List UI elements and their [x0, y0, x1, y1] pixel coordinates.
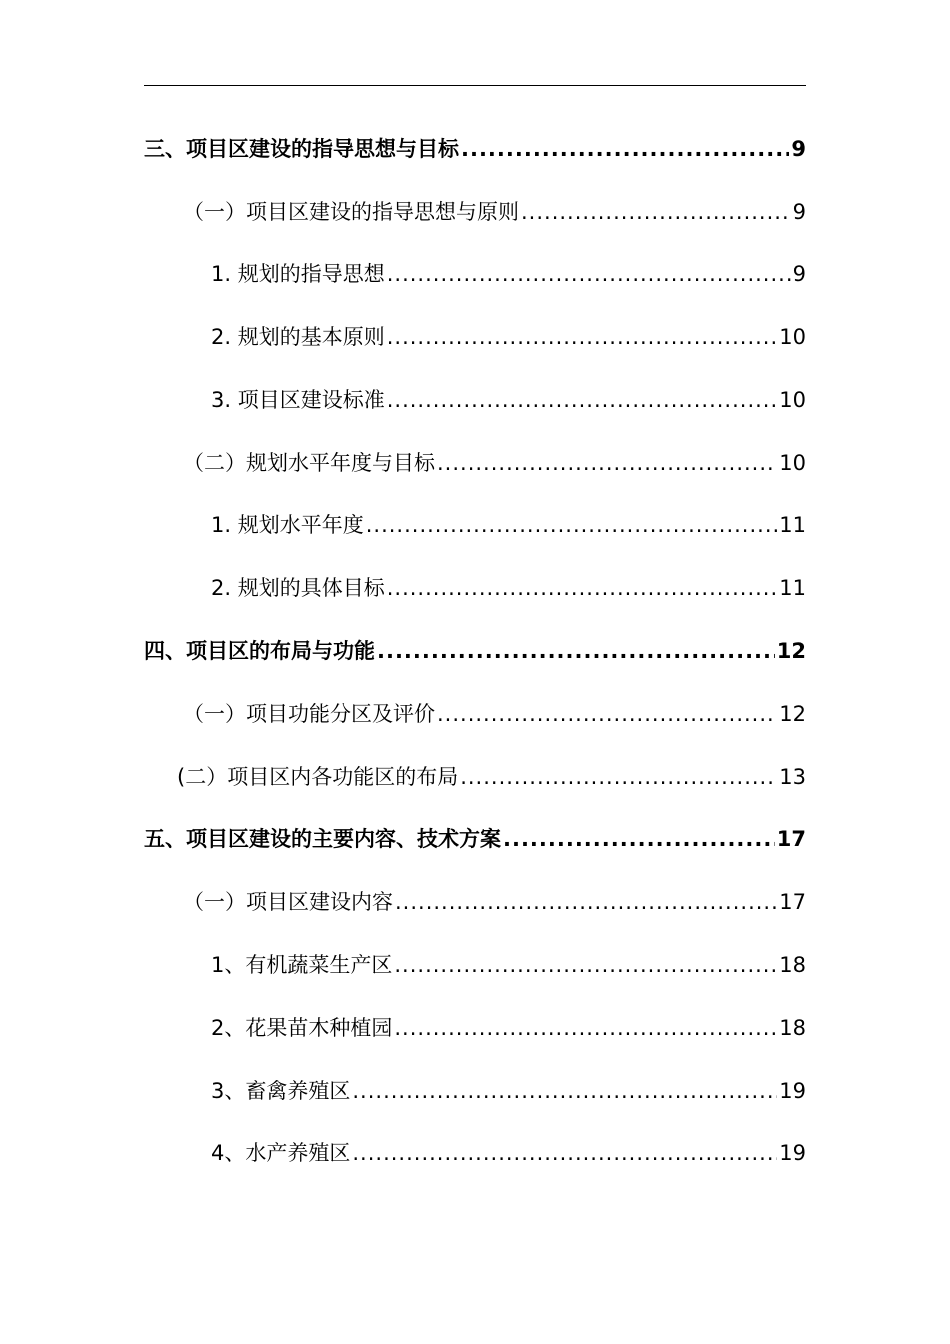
toc-dot-leader: [437, 448, 777, 478]
toc-dot-leader: [395, 887, 777, 917]
toc-entry-page: 12: [776, 639, 806, 663]
toc-entry-page: 9: [792, 262, 806, 286]
toc-dot-leader: [352, 1138, 777, 1168]
toc-entry[interactable]: [0, 259, 806, 289]
toc-entry-page: 13: [779, 765, 806, 789]
toc-entry-page: 19: [779, 1141, 806, 1165]
toc-dot-leader: [366, 510, 778, 540]
toc-entry-page: 10: [779, 325, 806, 349]
toc-dot-leader: [503, 824, 775, 854]
toc-entry-page: 17: [776, 827, 806, 851]
toc-entry-label: (二）项目区内各功能区的布局: [177, 765, 459, 789]
toc-dot-leader: [461, 134, 789, 164]
toc-entry[interactable]: [0, 762, 806, 792]
header-rule: [144, 85, 806, 86]
toc-entry-label: 五、项目区建设的主要内容、技术方案: [144, 827, 501, 851]
toc-entry-label: 3、畜禽养殖区: [211, 1079, 351, 1103]
toc-dot-leader: [387, 259, 791, 289]
toc-entry-label: 三、项目区建设的指导思想与目标: [144, 137, 459, 161]
toc-dot-leader: [387, 322, 778, 352]
toc-entry[interactable]: [0, 510, 806, 540]
toc-entry-page: 10: [779, 388, 806, 412]
toc-entry-page: 12: [779, 702, 806, 726]
toc-entry[interactable]: [0, 636, 806, 666]
toc-dot-leader: [387, 385, 778, 415]
toc-entry-page: 18: [779, 953, 806, 977]
toc-entry-page: 10: [779, 451, 806, 475]
toc-entry-label: 4、水产养殖区: [211, 1141, 351, 1165]
toc-entry[interactable]: [0, 197, 806, 227]
toc-dot-leader: [437, 699, 777, 729]
toc-dot-leader: [352, 1076, 777, 1106]
toc-entry[interactable]: [0, 1076, 806, 1106]
toc-dot-leader: [521, 197, 791, 227]
toc-dot-leader: [377, 636, 775, 666]
toc-entry[interactable]: [0, 887, 806, 917]
toc-entry[interactable]: [0, 448, 806, 478]
toc-dot-leader: [394, 950, 777, 980]
toc-dot-leader: [394, 1013, 777, 1043]
toc-entry[interactable]: [0, 1013, 806, 1043]
toc-entry[interactable]: [0, 322, 806, 352]
toc-entry-label: 2、花果苗木种植园: [211, 1016, 393, 1040]
toc-entry-label: （二）规划水平年度与目标: [183, 451, 435, 475]
toc-dot-leader: [387, 573, 778, 603]
toc-entry-label: （一）项目区建设内容: [183, 890, 393, 914]
toc-entry[interactable]: [0, 385, 806, 415]
toc-entry-page: 18: [779, 1016, 806, 1040]
toc-entry-page: 11: [779, 576, 806, 600]
toc-entry-label: 3. 项目区建设标准: [211, 388, 385, 412]
toc-entry-label: 2. 规划的具体目标: [211, 576, 385, 600]
toc-entry-page: 11: [779, 513, 806, 537]
toc-entry-label: 2. 规划的基本原则: [211, 325, 385, 349]
toc-entry[interactable]: [0, 824, 806, 854]
toc-entry-page: 17: [779, 890, 806, 914]
toc-entry[interactable]: [0, 134, 806, 164]
toc-entry-page: 9: [792, 200, 806, 224]
toc-entry[interactable]: [0, 573, 806, 603]
toc-dot-leader: [460, 762, 777, 792]
toc-entry[interactable]: [0, 699, 806, 729]
toc-entry-label: （一）项目功能分区及评价: [183, 702, 435, 726]
toc-entry-label: 1、有机蔬菜生产区: [211, 953, 393, 977]
toc-entry-label: 1. 规划水平年度: [211, 513, 364, 537]
toc-entry-label: （一）项目区建设的指导思想与原则: [183, 200, 519, 224]
toc-entry-label: 1. 规划的指导思想: [211, 262, 385, 286]
toc-entry[interactable]: [0, 1138, 806, 1168]
toc-entry-label: 四、项目区的布局与功能: [144, 639, 375, 663]
toc-entry-page: 19: [779, 1079, 806, 1103]
toc-entry[interactable]: [0, 950, 806, 980]
toc-entry-page: 9: [791, 137, 806, 161]
